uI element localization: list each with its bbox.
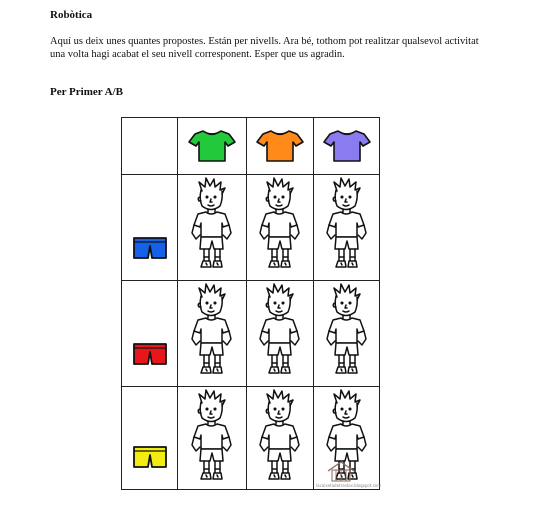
figure-cell [314,281,379,387]
pants-row-cell [122,175,178,281]
watermark-text: lacaixetadetrastos.blogspot.com [316,483,382,488]
t-shirt-icon [255,128,305,164]
boy-figure-icon [252,283,308,379]
figure-cell [247,175,314,281]
boy-figure-icon [252,389,308,485]
boy-figure-icon [184,177,240,273]
figure-cell [178,387,247,489]
pants-row-cell [122,387,178,489]
shorts-icon [132,236,168,260]
shirt-header-cell [247,118,314,175]
figure-cell [314,175,379,281]
figure-cell [178,175,247,281]
pants-row-cell [122,281,178,387]
shirt-header-cell [178,118,247,175]
figure-cell [247,281,314,387]
section-title: Per Primer A/B [50,86,123,98]
house-logo-icon [326,460,356,482]
t-shirt-icon [322,128,372,164]
shirt-header-cell [314,118,379,175]
boy-figure-icon [184,283,240,379]
shorts-icon [132,445,168,469]
boy-figure-icon [319,283,375,379]
boy-figure-icon [319,177,375,273]
figure-cell [247,387,314,489]
shorts-icon [132,342,168,366]
robotics-grid [121,117,380,490]
t-shirt-icon [187,128,237,164]
intro-paragraph: Aquí us deix unes quantes propostes. Están per nivells. Ara bé, tothom pot realitzar qualsevol activitat una volta hagi acabat el seu nivell corresponent. Esper que us agradin. [50,36,479,60]
figure-cell [314,387,382,489]
figure-cell [178,281,247,387]
boy-figure-icon [184,389,240,485]
document-title: Robòtica [50,9,93,21]
grid-corner-cell [122,118,178,175]
boy-figure-icon [252,177,308,273]
